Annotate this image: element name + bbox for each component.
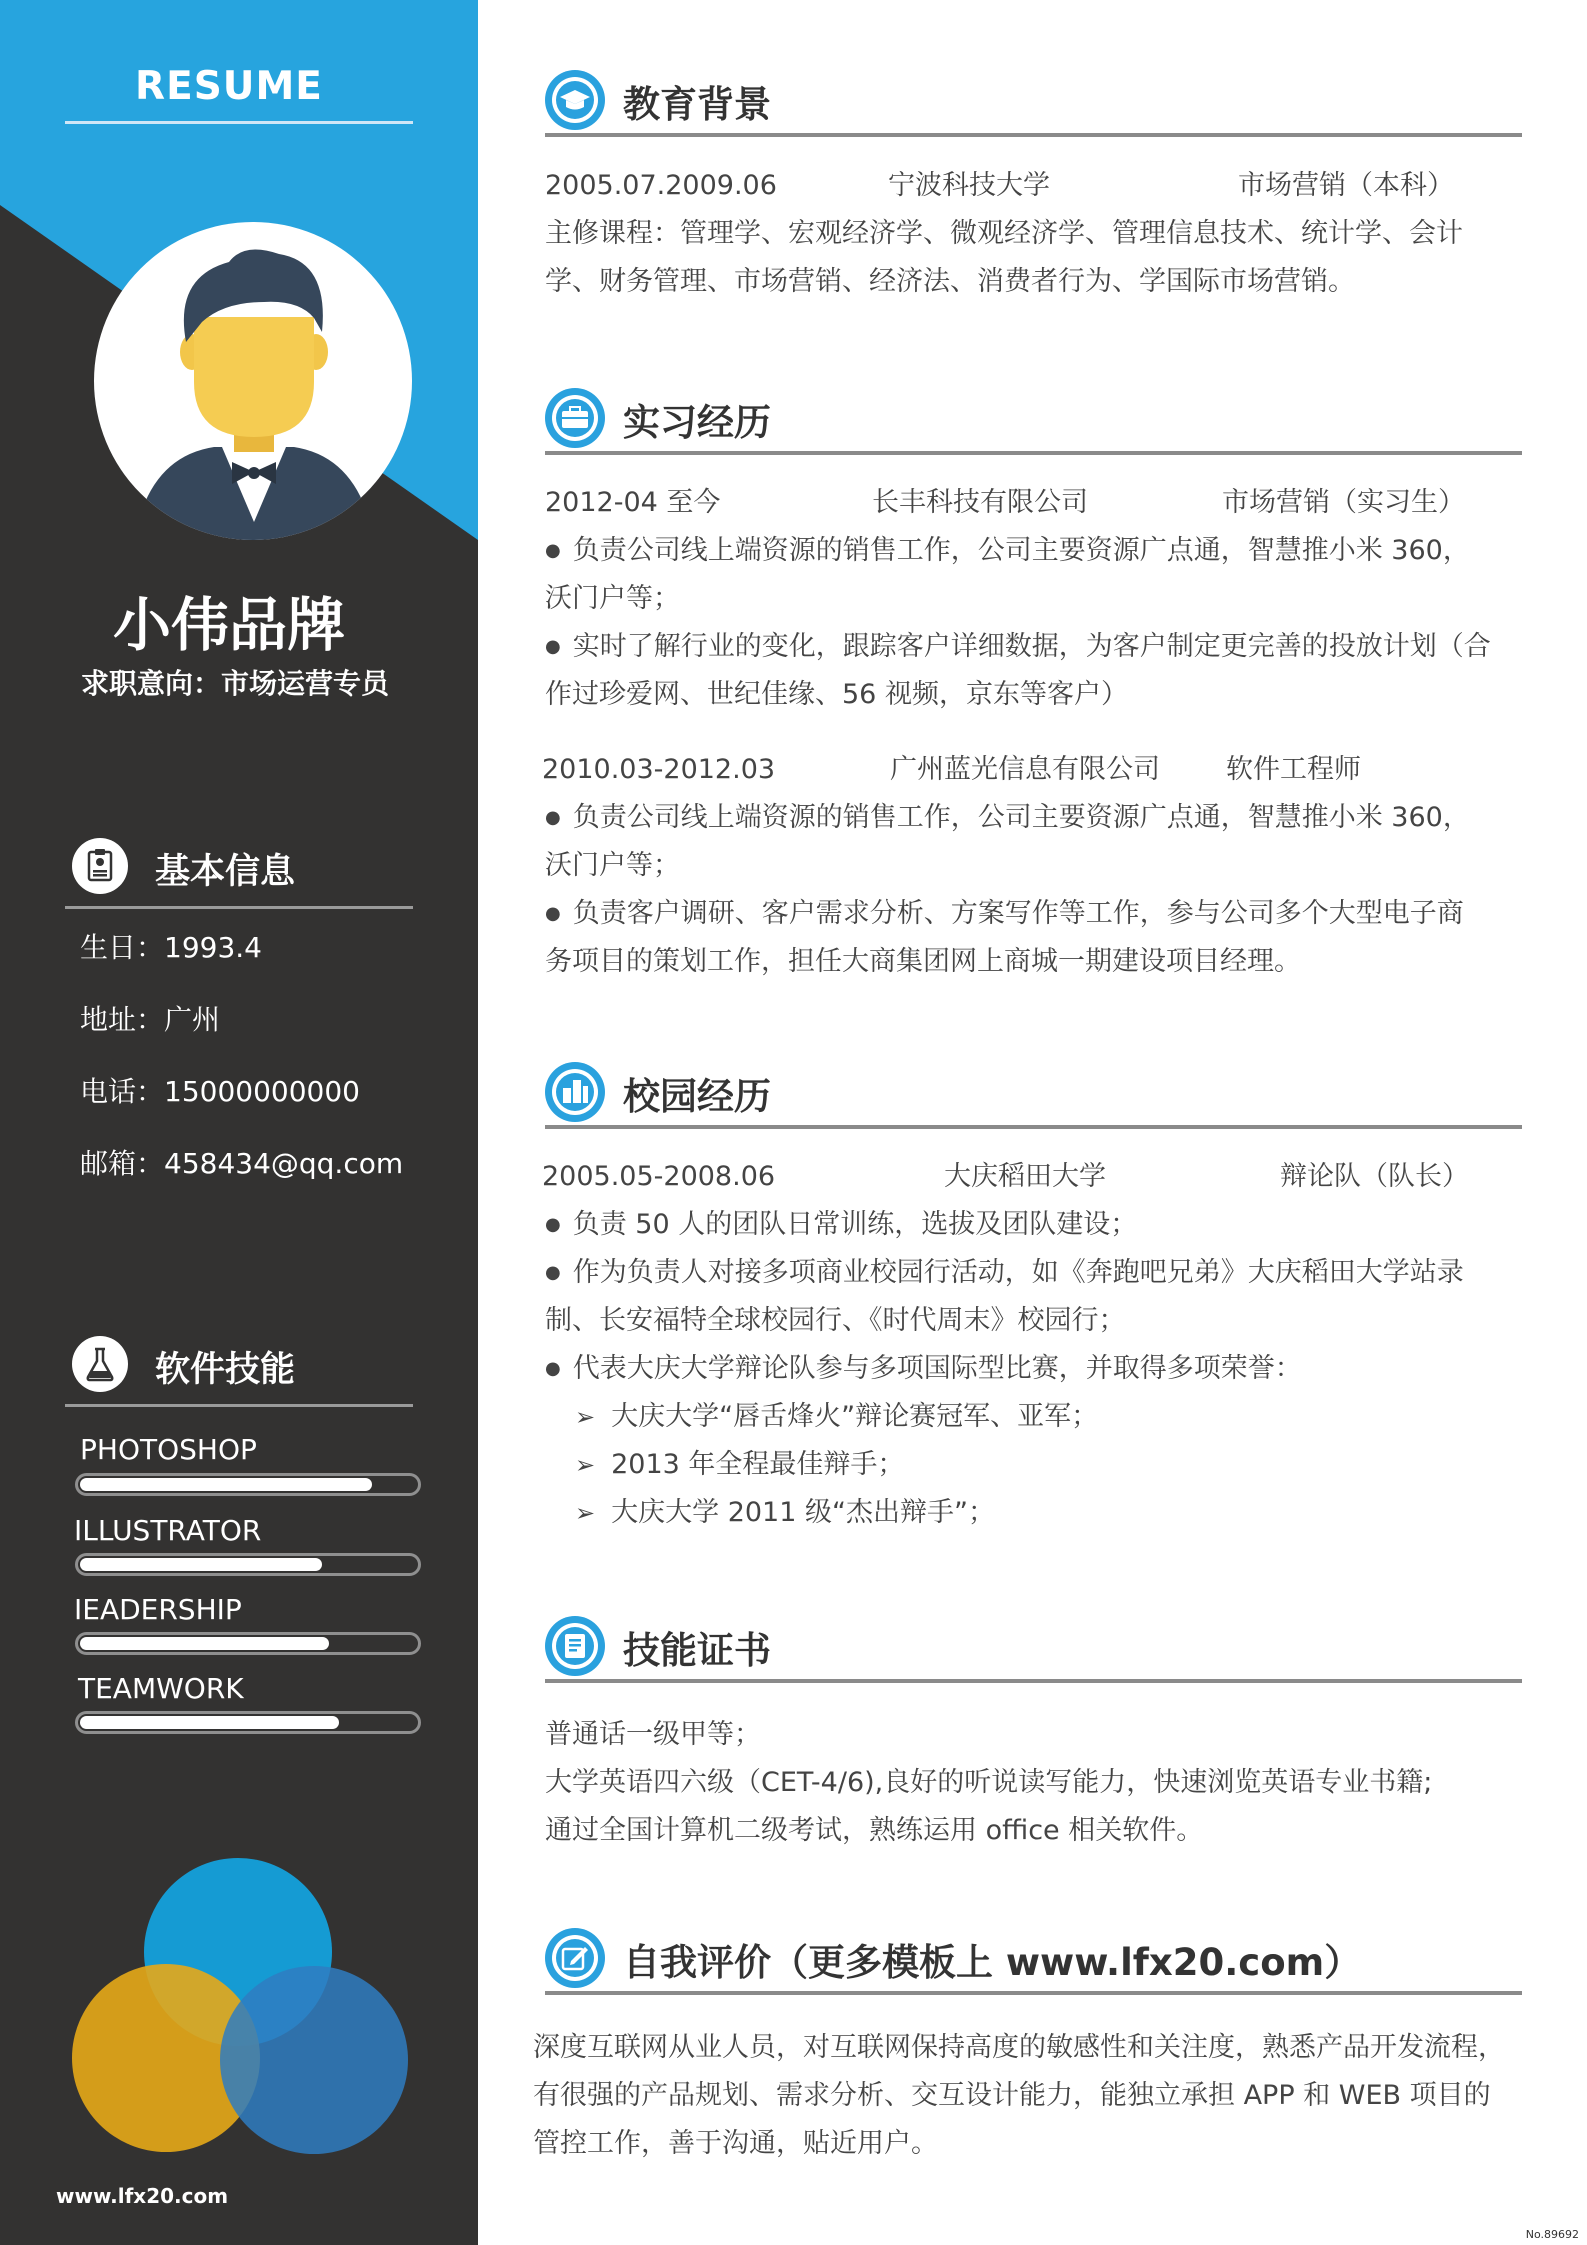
education-courses-line2: 学、财务管理、市场营销、经济法、消费者行为、学国际市场营销。 (545, 266, 1355, 297)
job1-date: 2012-04 至今 (545, 487, 721, 518)
skill-label-photoshop: PHOTOSHOP (80, 1433, 257, 1466)
job-intent: 求职意向：市场运营专员 (80, 667, 389, 700)
campus-header (545, 1062, 1522, 1132)
campus-award2: ➢ 2013 年全程最佳辩手； (545, 1441, 904, 1489)
job2-company: 广州蓝光信息有限公司 (890, 754, 1160, 785)
cert-line3: 通过全国计算机二级考试，熟练运用 office 相关软件。 (545, 1815, 1204, 1846)
campus-award1: ➢ 大庆大学“唇舌烽火”辩论赛冠军、亚军； (545, 1393, 1098, 1441)
skill-label-leadership: IEADERSHIP (74, 1593, 242, 1626)
self-eval-header (545, 1928, 1522, 1998)
campus-bullet2-line1: ● 作为负责人对接多项商业校园行活动，如《奔跑吧兄弟》大庆稻田大学站录 (545, 1249, 1464, 1297)
certs-divider (545, 1679, 1522, 1683)
phone-info: 电话：15000000000 (80, 1075, 360, 1108)
campus-role: 辩论队（队长） (1280, 1161, 1469, 1192)
job2-role: 软件工程师 (1226, 754, 1361, 785)
job1-bullet2-line2: 作过珍爱网、世纪佳缘、56 视频，京东等客户） (545, 679, 1128, 710)
briefcase-icon (545, 388, 605, 448)
job1-bullet2-line1: ● 实时了解行业的变化，跟踪客户详细数据，为客户制定更完善的投放计划（合 (545, 623, 1491, 671)
campus-award3: ➢ 大庆大学 2011 级“杰出辩手”； (545, 1489, 995, 1537)
internship-title: 实习经历 (623, 401, 771, 444)
basic-info-divider (65, 906, 413, 909)
campus-bullet1: ● 负责 50 人的团队日常训练，选拔及团队建设； (545, 1201, 1137, 1249)
skill-fill-leadership (80, 1637, 329, 1650)
internship-divider (545, 451, 1522, 455)
avatar (94, 222, 412, 540)
basic-info-header (65, 838, 413, 898)
education-title: 教育背景 (623, 83, 771, 126)
graduation-cap-icon (545, 70, 605, 130)
sidebar (0, 0, 478, 2245)
email-info: 邮箱：458434@qq.com (80, 1147, 404, 1180)
cert-line1: 普通话一级甲等； (545, 1719, 761, 1750)
avatar-illustration (94, 222, 412, 540)
campus-bullet2-line2: 制、长安福特全球校园行、《时代周末》校园行； (545, 1305, 1126, 1336)
job1-bullet1-line1: ● 负责公司线上端资源的销售工作，公司主要资源广点通，智慧推小米 360， (545, 527, 1470, 575)
resume-underline (65, 121, 413, 124)
skill-bar-photoshop (75, 1473, 421, 1496)
education-major: 市场营销（本科） (1238, 170, 1454, 201)
website-link[interactable]: www.lfx20.com (56, 2184, 229, 2208)
job2-bullet1-line1: ● 负责公司线上端资源的销售工作，公司主要资源广点通，智慧推小米 360， (545, 794, 1470, 842)
skill-fill-teamwork (80, 1716, 339, 1729)
self-eval-line3: 管控工作，善于沟通，贴近用户。 (533, 2128, 938, 2159)
certs-title: 技能证书 (623, 1629, 771, 1672)
education-date: 2005.07.2009.06 (545, 170, 777, 201)
skill-fill-photoshop (80, 1478, 372, 1491)
job2-bullet2-line1: ● 负责客户调研、客户需求分析、方案写作等工作，参与公司多个大型电子商 (545, 890, 1464, 938)
decorative-circles (60, 1850, 420, 2170)
education-header (545, 70, 1522, 140)
campus-divider (545, 1125, 1522, 1129)
person-name: 小伟品牌 (112, 591, 345, 659)
certs-header (545, 1616, 1522, 1686)
job2-date: 2010.03-2012.03 (542, 754, 776, 785)
self-eval-title: 自我评价（更多模板上 www.lfx20.com） (623, 1941, 1362, 1984)
template-number: No.89692 (1525, 2228, 1579, 2241)
address-info: 地址：广州 (80, 1003, 221, 1036)
job2-bullet2-line2: 务项目的策划工作，担任大商集团网上商城一期建设项目经理。 (545, 946, 1301, 977)
education-divider (545, 133, 1522, 137)
certificate-icon (545, 1616, 605, 1676)
education-courses-line1: 主修课程：管理学、宏观经济学、微观经济学、管理信息技术、统计学、会计 (545, 218, 1463, 249)
building-icon (545, 1062, 605, 1122)
skill-fill-illustrator (80, 1558, 322, 1571)
skills-divider (65, 1404, 413, 1407)
skills-title: 软件技能 (155, 1350, 296, 1390)
job1-bullet1-line2: 沃门户等； (545, 583, 680, 614)
skills-header (65, 1336, 413, 1396)
skill-label-teamwork: TEAMWORK (78, 1672, 244, 1705)
job1-company: 长丰科技有限公司 (872, 487, 1088, 518)
skill-label-illustrator: ILLUSTRATOR (74, 1514, 262, 1547)
skill-bar-leadership (75, 1632, 421, 1655)
skill-bar-teamwork (75, 1711, 421, 1734)
cert-line2: 大学英语四六级（CET-4/6),良好的听说读写能力，快速浏览英语专业书籍; (545, 1767, 1433, 1798)
profile-card-icon (72, 838, 128, 894)
self-eval-line1: 深度互联网从业人员，对互联网保持高度的敏感性和关注度，熟悉产品开发流程， (533, 2032, 1505, 2063)
campus-date: 2005.05-2008.06 (542, 1161, 776, 1192)
flask-icon (72, 1336, 128, 1392)
basic-info-title: 基本信息 (155, 852, 296, 892)
resume-label: RESUME (135, 64, 323, 109)
internship-header (545, 388, 1522, 458)
skill-bar-illustrator (75, 1553, 421, 1576)
self-eval-divider (545, 1991, 1522, 1995)
self-eval-line2: 有很强的产品规划、需求分析、交互设计能力，能独立承担 APP 和 WEB 项目的 (533, 2080, 1491, 2111)
job1-role: 市场营销（实习生） (1222, 487, 1465, 518)
birth-info: 生日：1993.4 (80, 931, 262, 964)
campus-bullet3: ● 代表大庆大学辩论队参与多项国际型比赛，并取得多项荣誉： (545, 1345, 1302, 1393)
edit-icon (545, 1928, 605, 1988)
campus-school: 大庆稻田大学 (944, 1161, 1106, 1192)
job2-bullet1-line2: 沃门户等； (545, 850, 680, 881)
campus-title: 校园经历 (623, 1075, 771, 1118)
education-school: 宁波科技大学 (888, 170, 1050, 201)
